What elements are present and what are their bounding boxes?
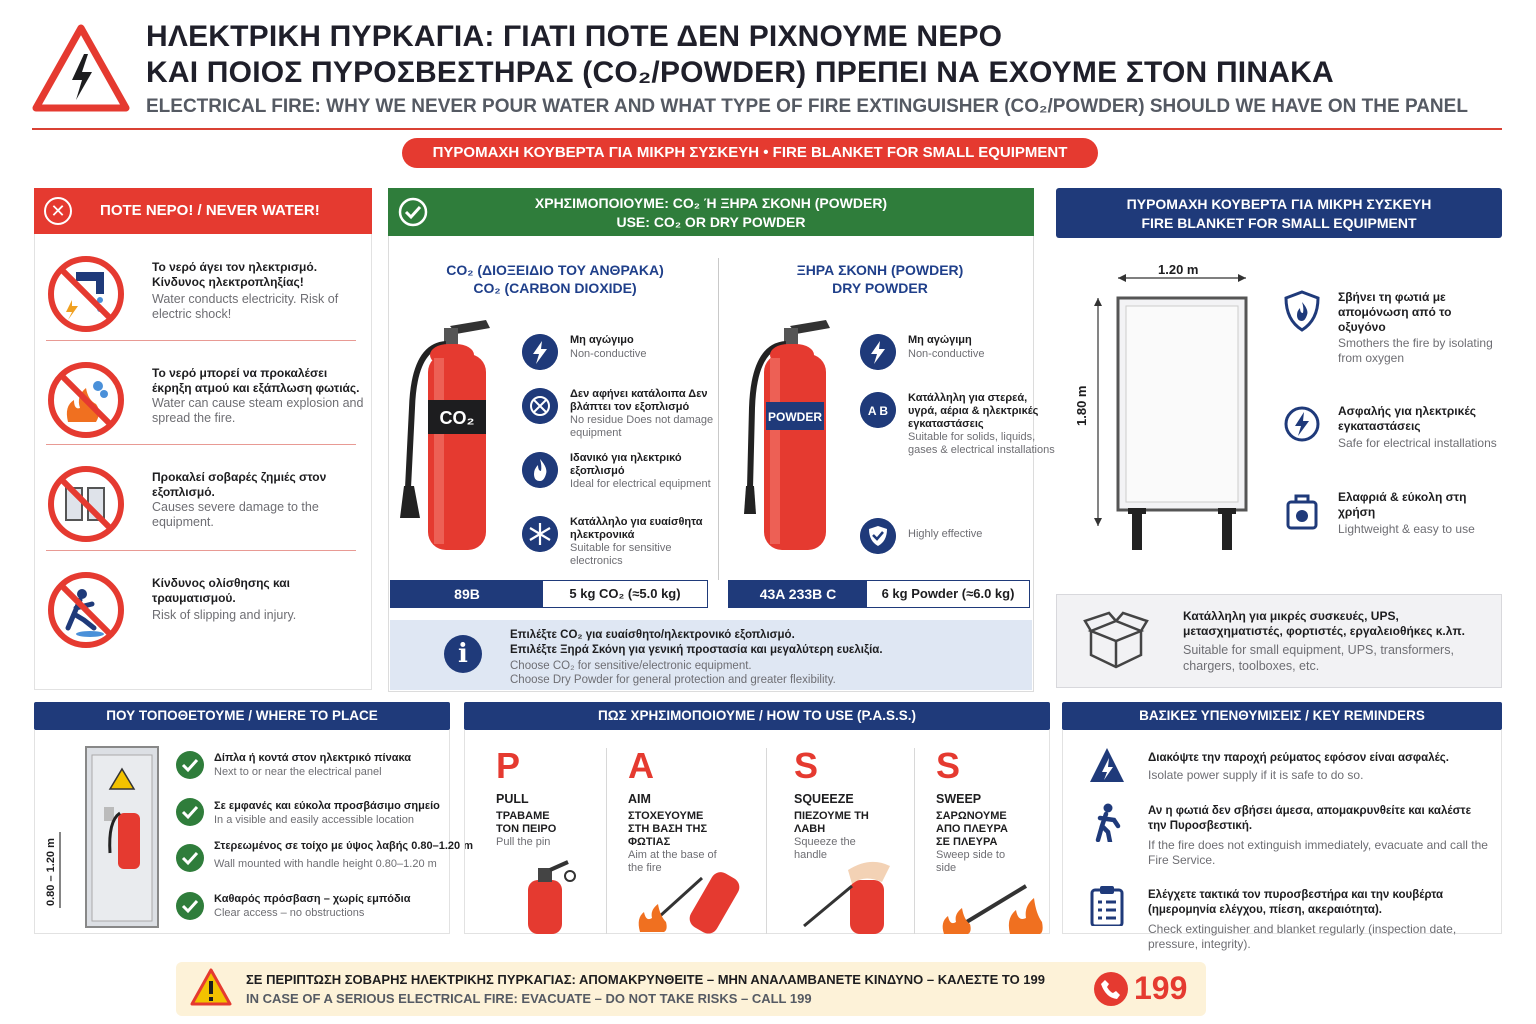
never-water-item-gr: Προκαλεί σοβαρές ζημιές στον εξοπλισμό.	[152, 470, 327, 499]
powder-extinguisher-image	[740, 318, 840, 554]
pull-pin-image	[520, 858, 580, 934]
co2-extinguisher-image	[400, 318, 500, 554]
co2-extinguisher-label: CO₂	[439, 408, 475, 428]
co2-rating-bar	[390, 580, 708, 608]
bag-icon	[1284, 490, 1320, 532]
feature-en: No residue Does not damage equipment	[570, 414, 714, 439]
never-water-item	[34, 558, 372, 664]
emergency-number[interactable]: 199	[1134, 970, 1188, 1006]
where-item-gr: Καθαρός πρόσβαση – χωρίς εμπόδια	[214, 893, 411, 905]
check-icon	[176, 892, 204, 920]
page-title-line1: ΗΛΕΚΤΡΙΚΗ ΠΥΡΚΑΓΙΑ: ΓΙΑΤΙ ΠΟΤΕ ΔΕΝ ΡΙΧΝΟΥΜΕ ΝΕΡΟ	[146, 20, 1003, 53]
where-item-en: Clear access – no obstructions	[214, 907, 365, 919]
never-water-item-gr: Το νερό άγει τον ηλεκτρισμό. Κίνδυνος ηλεκτροπληξίας!	[152, 260, 318, 289]
pass-step-squeeze	[794, 746, 934, 862]
check-icon	[176, 751, 204, 779]
never-water-item-en: Water conducts electricity. Risk of electric shock!	[152, 292, 339, 321]
use-heading-en: USE: CO₂ OR DRY POWDER	[616, 214, 806, 230]
where-item-gr: Σε εμφανές και εύκολα προσβάσιμο σημείο	[214, 800, 440, 812]
x-circle-icon: ✕	[44, 197, 72, 225]
feature-en: Highly effective	[908, 528, 983, 540]
info-icon: i	[444, 635, 482, 673]
header-divider	[32, 128, 1502, 130]
divider	[766, 748, 767, 934]
powder-capacity: 6 kg Powder (≈6.0 kg)	[881, 586, 1015, 601]
divider	[46, 550, 356, 551]
blanket-heading-gr: ΠΥΡΟΜΑΧΗ ΚΟΥΒΕΡΤΑ ΓΙΑ ΜΙΚΡΗ ΣΥΣΚΕΥΗ	[1126, 196, 1432, 212]
warning-icon	[190, 968, 232, 1008]
damaged-panel-icon	[46, 464, 126, 544]
running-person-icon	[1088, 802, 1126, 842]
pass-letter: S	[794, 745, 819, 786]
pass-letter: S	[936, 745, 961, 786]
fire-blanket-diagram	[1070, 258, 1270, 558]
blanket-pill-banner: ΠΥΡΟΜΑΧΗ ΚΟΥΒΕΡΤΑ ΓΙΑ ΜΙΚΡΗ ΣΥΣΚΕΥΗ • FIRE BLANKET FOR SMALL EQUIPMENT	[402, 138, 1098, 168]
svg-text:A B: A B	[867, 404, 889, 418]
slipping-person-icon	[46, 570, 126, 650]
check-icon	[176, 798, 204, 826]
pass-word: AIM	[628, 792, 651, 806]
divider	[46, 444, 356, 445]
pass-en: Squeeze the handle	[794, 836, 856, 861]
never-water-item-en: Causes severe damage to the equipment.	[152, 500, 319, 529]
powder-title-gr: ΞΗΡΑ ΣΚΟΝΗ (POWDER)	[796, 262, 964, 278]
use-heading-gr: ΧΡΗΣΙΜΟΠΟΙΟΥΜΕ: CO₂ Ή ΞΗΡΑ ΣΚΟΝΗ (POWDER)	[534, 195, 888, 211]
phone-icon	[1094, 972, 1128, 1006]
pass-gr: ΣΑΡΩΝΟΥΜΕ ΑΠΟ ΠΛΕΥΡΑ ΣΕ ΠΛΕΥΡΑ	[936, 810, 1008, 848]
where-item-en: Wall mounted with handle height 0.80–1.20 m	[214, 858, 437, 870]
co2-capacity: 5 kg CO₂ (≈5.0 kg)	[569, 586, 681, 601]
use-header	[388, 188, 1034, 236]
mount-height-label: 0.80 – 1.20 m	[45, 838, 57, 906]
pass-en: Sweep side to side	[936, 849, 1006, 874]
feature-en: Suitable for sensitive electronics	[570, 542, 672, 567]
never-water-item-gr: Το νερό μπορεί να προκαλέσει έκρηξη ατμού και εξάπλωση φωτιάς.	[152, 366, 360, 395]
pass-step-pull	[496, 746, 636, 849]
never-water-item	[34, 242, 372, 348]
blanket-height-label: 1.80 m	[1074, 385, 1089, 426]
feature-gr: Κατάλληλο για ευαίσθητα ηλεκτρονικά	[570, 516, 703, 541]
pass-word: SWEEP	[936, 792, 982, 806]
co2-rating: 89B	[391, 581, 543, 607]
never-water-item-en: Water can cause steam explosion and spread the fire.	[152, 396, 364, 425]
reminder-en: Check extinguisher and blanket regularly (inspection date, pressure, integrity).	[1148, 922, 1457, 951]
page-subtitle: ELECTRICAL FIRE: WHY WE NEVER POUR WATER AND WHAT TYPE OF FIRE EXTINGUISHER (CO₂/POWDER) SHOULD WE HAVE ON THE PANEL	[146, 96, 1468, 117]
warning-text-en: IN CASE OF A SERIOUS ELECTRICAL FIRE: EVACUATE – DO NOT TAKE RISKS – CALL 199	[246, 991, 812, 1006]
pass-en: Aim at the base of the fire	[628, 849, 717, 874]
reminders-header: ΒΑΣΙΚΕΣ ΥΠΕΝΘΥΜΙΣΕΙΣ / KEY REMINDERS	[1062, 702, 1502, 730]
blanket-box-en: Suitable for small equipment, UPS, transformers, chargers, toolboxes, etc.	[1183, 643, 1454, 673]
info-gr-line1: Επιλέξτε CO₂ για ευαίσθητο/ηλεκτρονικό εξοπλισμό.	[510, 629, 795, 641]
never-water-item	[34, 452, 372, 558]
co2-column-title	[400, 261, 710, 297]
blanket-width-label: 1.20 m	[1158, 262, 1199, 277]
feature-gr: Δεν αφήνει κατάλοιπα Δεν βλάπτει τον εξοπλισμό	[570, 388, 708, 413]
checklist-icon	[1088, 886, 1126, 926]
powder-rating: 43A 233B C	[729, 581, 867, 607]
sweep-image	[940, 866, 1044, 934]
feature-gr: Μη αγώγιμη	[908, 334, 972, 346]
blanket-header	[1056, 188, 1502, 238]
reminder-gr: Διακόψτε την παροχή ρεύματος εφόσον είναι ασφαλές.	[1148, 752, 1449, 764]
warning-text-gr: ΣΕ ΠΕΡΙΠΤΩΣΗ ΣΟΒΑΡΗΣ ΗΛΕΚΤΡΙΚΗΣ ΠΥΡΚΑΓΙΑΣ: ΑΠΟΜΑΚΡΥΝΘΕΙΤΕ – ΜΗΝ ΑΝΑΛΑΜΒΑΝΕΤΕ ΚΙΝΔΥΝΟ – ΚΑΛΕΣΤΕ ΤΟ 199	[246, 972, 1045, 987]
feature-en: Ideal for electrical equipment	[570, 478, 711, 490]
pass-en: Pull the pin	[496, 836, 551, 848]
choice-info-box	[390, 620, 1032, 690]
pass-letter: P	[496, 745, 521, 786]
open-box-icon	[1083, 609, 1149, 671]
feature-gr: Σβήνει τη φωτιά με απομόνωση από το οξυγόνο	[1338, 290, 1452, 334]
reminder-en: If the fire does not extinguish immediately, evacuate and call the Fire Service.	[1148, 838, 1488, 867]
pass-letter: A	[628, 745, 654, 786]
emergency-warning-bar	[176, 962, 1206, 1016]
feature-gr: Κατάλληλη για στερεά, υγρά, αέρια & ηλεκτρικές εγκαταστάσεις	[908, 392, 1039, 430]
powder-column-title	[730, 261, 1030, 297]
page-title-line2: ΚΑΙ ΠΟΙΟΣ ΠΥΡΟΣΒΕΣΤΗΡΑΣ (CO₂/POWDER) ΠΡΕΠΕΙ ΝΑ ΕΧΟΥΜΕ ΣΤΟΝ ΠΙΝΑΚΑ	[146, 56, 1334, 89]
pass-word: PULL	[496, 792, 529, 806]
feature-en: Smothers the fire by isolating from oxygen	[1338, 336, 1493, 365]
never-water-header	[34, 188, 372, 234]
pass-word: SQUEEZE	[794, 792, 854, 806]
never-water-item-gr: Κίνδυνος ολίσθησης και τραυματισμού.	[152, 576, 290, 605]
no-residue-icon	[522, 388, 558, 424]
aim-image	[630, 852, 750, 934]
abc-classes-icon	[860, 392, 896, 428]
info-en-line2: Choose Dry Powder for general protection and greater flexibility.	[510, 674, 836, 686]
blanket-suitability-box	[1056, 594, 1502, 688]
shield-flame-icon	[1284, 290, 1320, 332]
blanket-box-gr: Κατάλληλη για μικρές συσκευές, UPS, μετασχηματιστές, φορτιστές, εργαλειοθήκες κ.λπ.	[1183, 609, 1465, 638]
where-item-gr: Στερεωμένος σε τοίχο με ύψος λαβής 0.80–1.20 m	[214, 840, 473, 852]
powder-rating-bar	[728, 580, 1030, 608]
pass-header: ΠΩΣ ΧΡΗΣΙΜΟΠΟΙΟΥΜΕ / HOW TO USE (P.A.S.S.)	[464, 702, 1050, 730]
lightning-icon	[860, 334, 896, 370]
pass-step-sweep	[936, 746, 1076, 875]
co2-title-gr: CO₂ (ΔΙΟΞΕΙΔΙΟ ΤΟΥ ΑΝΘΡΑΚΑ)	[446, 262, 664, 278]
divider	[606, 748, 607, 934]
warning-lightning-icon	[1088, 746, 1126, 786]
feature-en: Non-conductive	[908, 348, 985, 360]
where-item-en: In a visible and easily accessible location	[214, 814, 414, 826]
divider	[46, 340, 356, 341]
reminder-gr: Αν η φωτιά δεν σβήσει άμεσα, απομακρυνθείτε και καλέστε την Πυροσβεστική.	[1148, 805, 1472, 832]
lightning-circle-icon	[1284, 404, 1320, 446]
feature-gr: Ιδανικό για ηλεκτρικό εξοπλισμό	[570, 452, 682, 477]
check-icon	[176, 844, 204, 872]
blanket-heading-en: FIRE BLANKET FOR SMALL EQUIPMENT	[1141, 215, 1417, 231]
feature-gr: Μη αγώγιμο	[570, 334, 634, 346]
water-tap-shock-icon	[46, 254, 126, 334]
never-water-item	[34, 348, 372, 454]
height-dimension	[40, 830, 64, 910]
divider	[914, 748, 915, 934]
feature-gr: Ελαφριά & εύκολη στη χρήση	[1338, 490, 1467, 519]
feature-en: Lightweight & easy to use	[1338, 522, 1475, 536]
pass-gr: ΤΡΑΒΑΜΕ ΤΟΝ ΠΕΙΡΟ	[496, 810, 557, 835]
co2-title-en: CO₂ (CARBON DIOXIDE)	[473, 280, 637, 296]
where-item-en: Next to or near the electrical panel	[214, 766, 382, 778]
pass-gr: ΣΤΟΧΕΥΟΥΜΕ ΣΤΗ ΒΑΣΗ ΤΗΣ ΦΩΤΙΑΣ	[628, 810, 708, 848]
never-water-item-en: Risk of slipping and injury.	[152, 608, 297, 622]
flame-icon	[522, 452, 558, 488]
powder-title-en: DRY POWDER	[832, 280, 928, 296]
info-en-line1: Choose CO₂ for sensitive/electronic equipment.	[510, 660, 752, 672]
powder-extinguisher-label: POWDER	[768, 410, 822, 424]
snowflake-icon	[522, 516, 558, 552]
where-item-gr: Δίπλα ή κοντά στον ηλεκτρικό πίνακα	[214, 752, 411, 764]
lightning-icon	[522, 334, 558, 370]
feature-en: Suitable for solids, liquids, gases & electrical installations	[908, 431, 1055, 456]
feature-en: Non-conductive	[570, 348, 647, 360]
steam-explosion-icon	[46, 360, 126, 440]
feature-gr: Ασφαλής για ηλεκτρικές εγκαταστάσεις	[1338, 404, 1476, 433]
reminder-en: Isolate power supply if it is safe to do so.	[1148, 768, 1364, 782]
info-gr-line2: Επιλέξτε Ξηρά Σκόνη για γενική προστασία και μεγαλύτερη ευελιξία.	[510, 644, 883, 656]
electric-hazard-icon	[32, 24, 130, 114]
wall-panel-image	[84, 745, 160, 929]
shield-check-icon	[860, 518, 896, 554]
feature-en: Safe for electrical installations	[1338, 436, 1497, 450]
squeeze-image	[792, 852, 902, 934]
never-water-heading: ΠΟΤΕ ΝΕΡΟ! / NEVER WATER!	[100, 202, 320, 219]
reminder-gr: Ελέγχετε τακτικά τον πυροσβεστήρα και την κουβέρτα (ημερομηνία ελέγχου, πίεση, ακεραιότητα).	[1148, 889, 1444, 916]
where-header: ΠΟΥ ΤΟΠΟΘΕΤΟΥΜΕ / WHERE TO PLACE	[34, 702, 450, 730]
pass-gr: ΠΙΕΖΟΥΜΕ ΤΗ ΛΑΒΗ	[794, 810, 869, 835]
